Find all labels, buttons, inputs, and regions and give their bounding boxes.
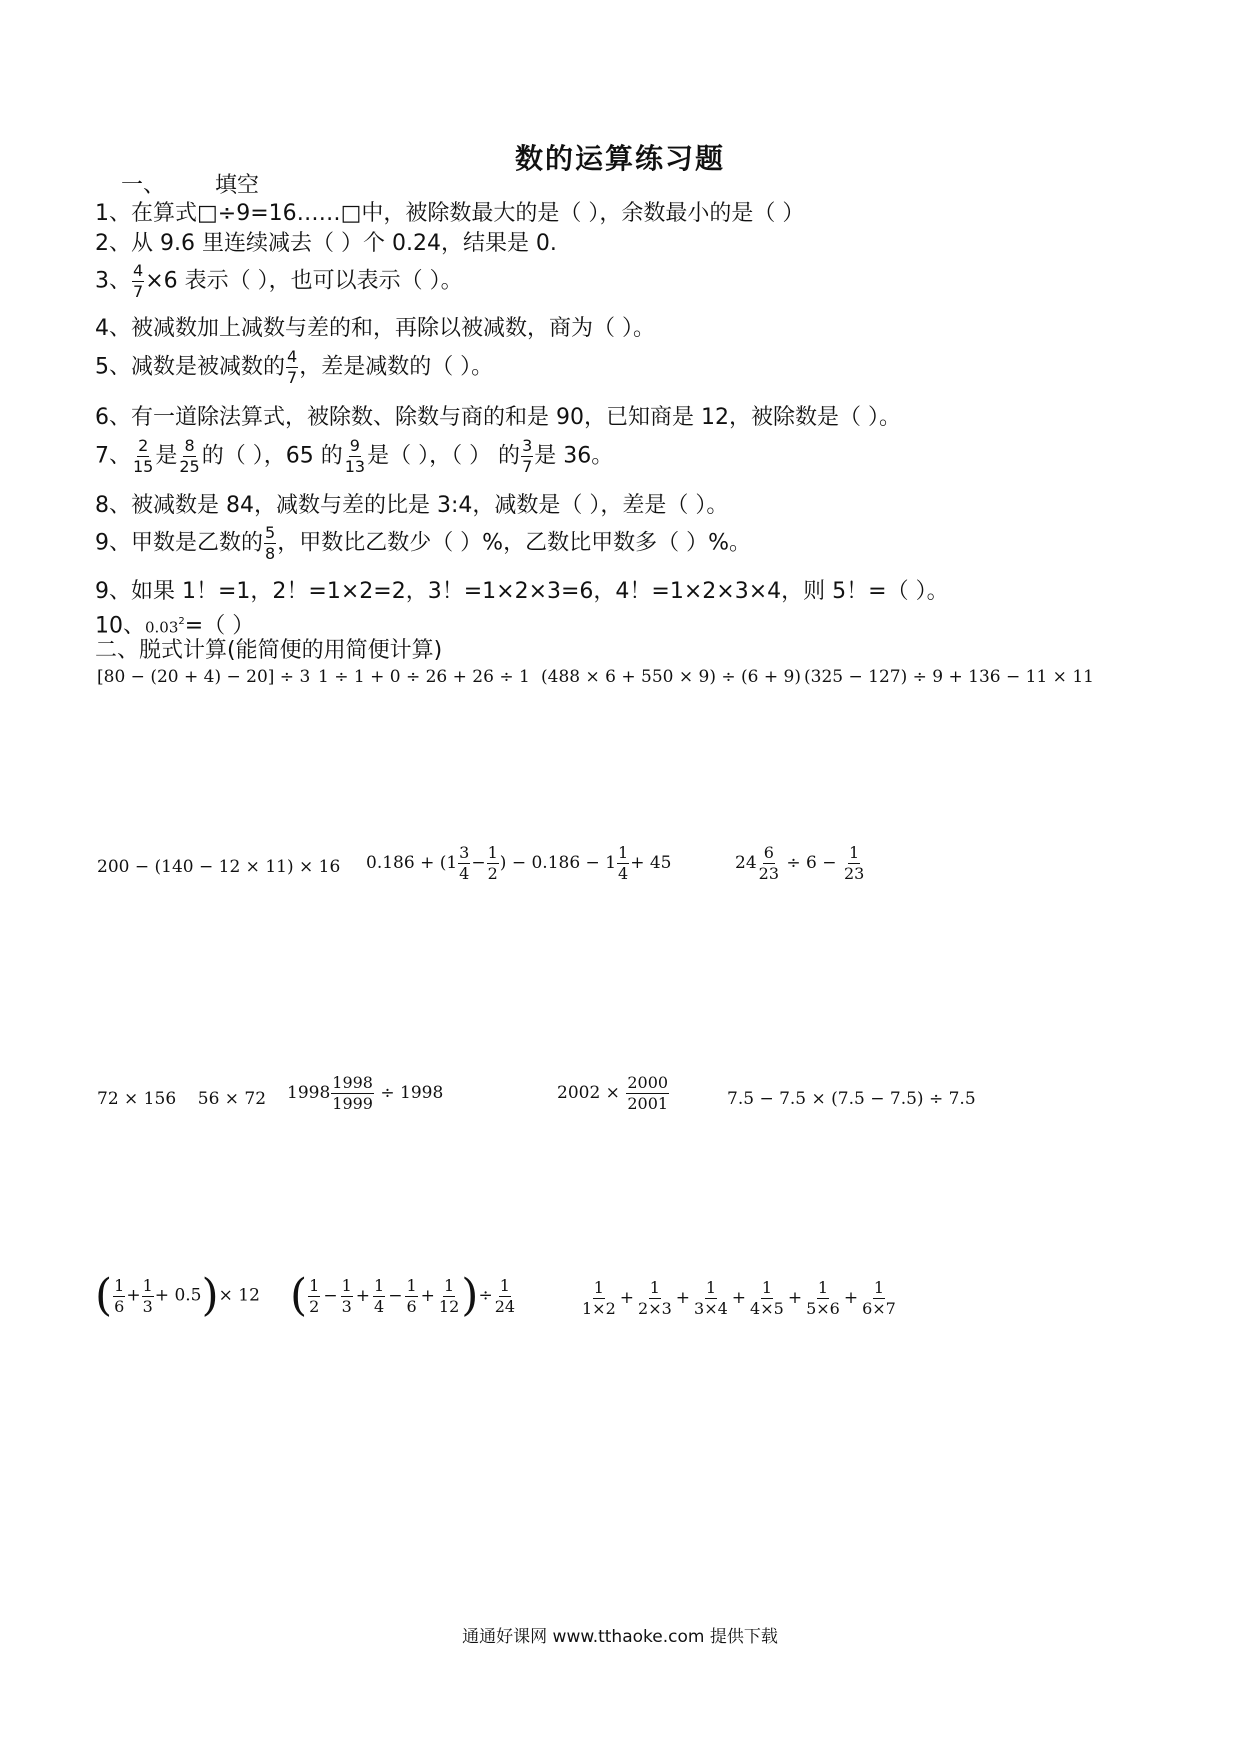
- calc-8: 72 × 156 56 × 72: [97, 1089, 267, 1109]
- section-2-heading: 二、脱式计算(能简便的用简便计算): [95, 638, 443, 663]
- fraction: $\frac{1}{23}$: [843, 843, 865, 883]
- fraction: $\frac{4}{7}$: [287, 347, 298, 387]
- question-2: 2、从 9.6 里连续减去（ ）个 0.24，结果是 0.: [95, 231, 557, 256]
- question-4: 4、被减数加上减数与差的和，再除以被减数，商为（ ）。: [95, 316, 655, 341]
- operator: +: [420, 1285, 435, 1306]
- calc-5: 200 − (140 − 12 × 11) × 16: [97, 857, 341, 877]
- calc-9: 1998 $\frac{1998}{1999}$ ÷ 1998: [287, 1073, 444, 1113]
- fraction: $\frac{3}{7}$: [522, 436, 533, 476]
- page-title: 数的运算练习题: [514, 142, 725, 175]
- fraction: $\frac{1}{3}$: [341, 1275, 352, 1316]
- question-8: 8、被减数是 84，减数与差的比是 3:4，减数是（ ），差是（ ）。: [95, 493, 729, 518]
- fraction: $\frac{1}{5\times 6}$: [806, 1278, 840, 1318]
- calc-4: (325 − 127) ÷ 9 + 136 − 11 × 11: [804, 667, 1094, 687]
- fraction: $\frac{8}{25}$: [179, 436, 200, 476]
- fraction: $\frac{3}{4}$: [459, 843, 470, 883]
- fraction: $\frac{1}{4}$: [618, 843, 629, 883]
- fraction: $\frac{2000}{2001}$: [627, 1073, 669, 1113]
- calc-14-terms: [580, 1278, 898, 1318]
- fraction: $\frac{1}{6\times 7}$: [862, 1278, 896, 1318]
- operator: +: [619, 1288, 635, 1308]
- fraction: $\frac{1}{2}$: [487, 843, 498, 883]
- fraction: $\frac{1}{12}$: [438, 1275, 460, 1316]
- operator: +: [675, 1288, 691, 1308]
- calc-11: 7.5 − 7.5 × (7.5 − 7.5) ÷ 7.5: [727, 1089, 976, 1109]
- fraction: $\frac{4}{7}$: [133, 261, 144, 301]
- fraction: $\frac{1}{2\times 3}$: [638, 1278, 672, 1318]
- operator: −: [323, 1285, 338, 1306]
- question-6: 6、有一道除法算式，被除数、除数与商的和是 90，已知商是 12，被除数是（ ）。: [95, 405, 901, 430]
- question-1: 1、在算式□÷9=16……□中，被除数最大的是（ ），余数最小的是（ ）: [95, 201, 805, 226]
- calc-12: ( $\frac{1}{6}$ + $\frac{1}{3}$ + 0.5)× 12: [95, 1270, 260, 1321]
- question-7: 7、 $\frac{2}{15}$ 是 $\frac{8}{25}$ 的（ ），65 的 $\frac{9}{13}$ 是（ ），（ ） 的 $\frac{3}{7}$ 是 36。: [95, 436, 614, 476]
- question-10: 10、$0.03^2=$（ ）: [95, 613, 255, 639]
- question-9b: 9、如果 1！=1，2！=1×2=2，3！=1×2×3=6，4！=1×2×3×4，则 5！=（ ）。: [95, 579, 949, 604]
- calc-10: 2002 × $\frac{2000}{2001}$: [557, 1073, 669, 1113]
- fraction: $\frac{6}{23}$: [758, 843, 779, 883]
- question-9a: 9、甲数是乙数的 $\frac{5}{8}$ ，甲数比乙数少（ ）%，乙数比甲数多（ ）%。: [95, 523, 751, 563]
- fraction: $\frac{1}{6}$: [406, 1275, 417, 1316]
- fraction: $\frac{1}{4}$: [374, 1275, 385, 1316]
- calc-6: 0.186 + (1 $\frac{3}{4}$ − $\frac{1}{2}$ ) − 0.186 − 1 $\frac{1}{4}$ + 45: [366, 843, 672, 883]
- calc-14: [580, 1280, 898, 1317]
- operator: +: [787, 1288, 803, 1308]
- section-1-label: 填空: [215, 173, 260, 198]
- operator: +: [843, 1288, 859, 1308]
- calc-2: 1 ÷ 1 + 0 ÷ 26 + 26 ÷ 1: [318, 667, 530, 687]
- fraction: $\frac{2}{15}$: [133, 436, 154, 476]
- fraction: $\frac{1}{2}$: [309, 1275, 320, 1316]
- fraction: $\frac{1}{1\times 2}$: [582, 1278, 616, 1318]
- footer-credit: 通通好课网 www.tthaoke.com 提供下载: [462, 1627, 778, 1647]
- fraction: $\frac{1}{24}$: [494, 1275, 516, 1316]
- fraction: $\frac{1}{3\times 4}$: [694, 1278, 728, 1318]
- section-1-heading: [121, 171, 259, 201]
- question-5: 5、减数是被减数的 $\frac{4}{7}$ ，差是减数的（ ）。: [95, 347, 494, 387]
- calc-3: (488 × 6 + 550 × 9) ÷ (6 + 9): [541, 667, 801, 687]
- operator: +: [355, 1285, 371, 1306]
- question-3: 3、 $\frac{4}{7}$ ×6 表示（ ），也可以表示（ ）。: [95, 261, 463, 301]
- fraction: $\frac{5}{8}$: [265, 523, 276, 563]
- calc-1: [80 − (20 + 4) − 20] ÷ 3: [97, 667, 311, 687]
- section-1-number: 一、: [121, 173, 166, 198]
- operator: +: [731, 1288, 747, 1308]
- fraction: $\frac{9}{13}$: [344, 436, 366, 476]
- calc-13: ( $\frac{1}{2}$ − $\frac{1}{3}$ + $\frac{1}{4}$ − $\frac{1}{6}$ + $\frac{1}{12}$ )÷ $\frac{1}{24}$: [290, 1270, 516, 1321]
- operator: −: [388, 1285, 403, 1306]
- fraction: $\frac{1}{3}$: [142, 1275, 153, 1316]
- fraction: $\frac{1998}{1999}$: [332, 1073, 373, 1113]
- fraction: $\frac{1}{6}$: [114, 1275, 125, 1316]
- fraction: $\frac{1}{4\times 5}$: [750, 1278, 784, 1318]
- calc-7: 24 $\frac{6}{23}$ ÷ 6 − $\frac{1}{23}$: [735, 843, 865, 883]
